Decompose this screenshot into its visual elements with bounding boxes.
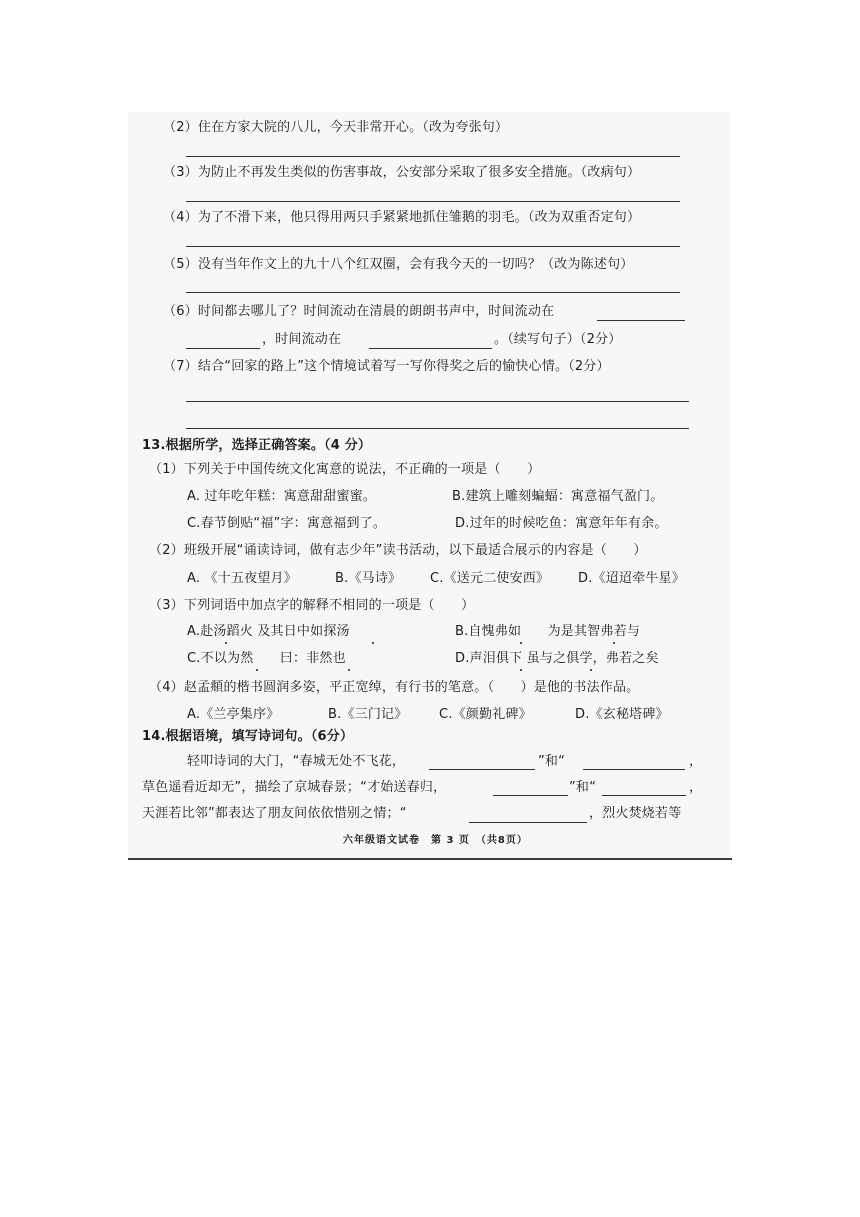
- emphasis-dot: [520, 642, 522, 644]
- emphasis-dot: [348, 669, 350, 671]
- question-12-5: （5）没有当年作文上的九十八个红双圈，会有我今天的一切吗？（改为陈述句）: [163, 257, 634, 272]
- question-12-6: （6）时间都去哪儿了？时间流动在清晨的朗朗书声中，时间流动在: [163, 304, 555, 319]
- question-13-4: （4）赵孟頫的楷书圆润多姿，平正宽绰，有行书的笔意。（ ）是他的书法作品。: [149, 680, 640, 695]
- answer-line: [186, 428, 689, 429]
- poem-line-2-end: ，: [689, 780, 703, 795]
- option-13-1-c: C.春节倒贴“福”字：寓意福到了。: [187, 516, 387, 531]
- answer-blank: [583, 769, 685, 770]
- page-bottom-border: [128, 858, 732, 860]
- answer-blank: [429, 769, 535, 770]
- answer-line: [186, 292, 680, 293]
- question-13-3: （3）下列词语中加点字的解释不相同的一项是（ ）: [149, 598, 475, 613]
- poem-line-1-start: 轻叩诗词的大门，“春城无处不飞花，: [187, 754, 406, 769]
- option-13-1-d: D.过年的时候吃鱼：寓意年年有余。: [455, 516, 668, 531]
- option-13-3-b: B.自愧弗如 为是其智弗若与: [455, 624, 641, 639]
- option-13-2-c: C.《送元二使安西》: [430, 571, 550, 586]
- answer-line: [186, 201, 680, 202]
- emphasis-dot: [225, 642, 227, 644]
- option-13-1-b: B.建筑上雕刻蝙蝠：寓意福气盈门。: [452, 489, 664, 504]
- emphasis-dot: [613, 642, 615, 644]
- question-12-6-cont: ，时间流动在: [262, 332, 342, 347]
- question-12-4: （4）为了不滑下来，他只得用两只手紧紧地抓住雏鹅的羽毛。（改为双重否定句）: [163, 210, 641, 225]
- question-12-3: （3）为防止不再发生类似的伤害事故，公安部分采取了很多安全措施。（改病句）: [163, 165, 641, 180]
- option-13-4-a: A.《兰亭集序》: [187, 707, 280, 722]
- emphasis-dot: [590, 669, 592, 671]
- option-13-1-a: A. 过年吃年糕：寓意甜甜蜜蜜。: [187, 489, 377, 504]
- answer-line: [186, 401, 689, 402]
- answer-blank: [493, 795, 568, 796]
- option-13-3-c: C.不以为然 曰：非然也: [187, 651, 346, 666]
- poem-line-2-start: 草色遥看近却无”，描绘了京城春景；“才始送春归，: [142, 780, 447, 795]
- poem-line-3-end: ，烈火焚烧若等: [589, 806, 682, 821]
- question-12-6-end: 。（续写句子）（2分）: [494, 332, 622, 347]
- question-13-heading: 13.根据所学，选择正确答案。（4 分）: [142, 438, 372, 453]
- option-13-4-c: C.《颜勤礼碑》: [439, 707, 532, 722]
- emphasis-dot: [372, 642, 374, 644]
- option-13-2-d: D.《迢迢牵牛星》: [578, 571, 685, 586]
- page-footer: 六年级语文试卷 第 3 页 （共8页）: [343, 835, 528, 846]
- option-13-4-d: D.《玄秘塔碑》: [575, 707, 669, 722]
- question-14-heading: 14.根据语境，填写诗词句。（6分）: [142, 729, 354, 744]
- option-13-3-a: A.赴汤蹈火 及其日中如探汤: [187, 624, 350, 639]
- emphasis-dot: [256, 669, 258, 671]
- option-13-3-d: D.声泪俱下 虽与之俱学，弗若之矣: [455, 651, 659, 666]
- poem-line-2-mid: ”和“: [569, 780, 597, 795]
- answer-blank: [469, 822, 587, 823]
- answer-blank: [597, 320, 685, 321]
- question-13-2: （2）班级开展“诵读诗词，做有志少年”读书活动，以下最适合展示的内容是（ ）: [149, 543, 647, 558]
- poem-line-3-start: 天涯若比邻”都表达了朋友间依依惜别之情；“: [142, 806, 407, 821]
- option-13-4-b: B.《三门记》: [328, 707, 408, 722]
- answer-blank: [602, 795, 686, 796]
- question-12-7: （7）结合“回家的路上”这个情境试着写一写你得奖之后的愉快心情。（2分）: [163, 359, 610, 374]
- answer-blank: [186, 348, 260, 349]
- option-13-2-a: A. 《十五夜望月》: [187, 571, 297, 586]
- answer-blank: [369, 348, 492, 349]
- poem-line-1-mid: ”和“: [538, 754, 566, 769]
- poem-line-1-end: ，: [689, 754, 703, 769]
- option-13-2-b: B.《马诗》: [335, 571, 402, 586]
- answer-line: [186, 246, 680, 247]
- question-13-1: （1）下列关于中国传统文化寓意的说法，不正确的一项是（ ）: [149, 462, 541, 477]
- answer-line: [186, 156, 680, 157]
- question-12-2: （2）住在方家大院的八儿，今天非常开心。（改为夸张句）: [163, 120, 509, 135]
- emphasis-dot: [520, 669, 522, 671]
